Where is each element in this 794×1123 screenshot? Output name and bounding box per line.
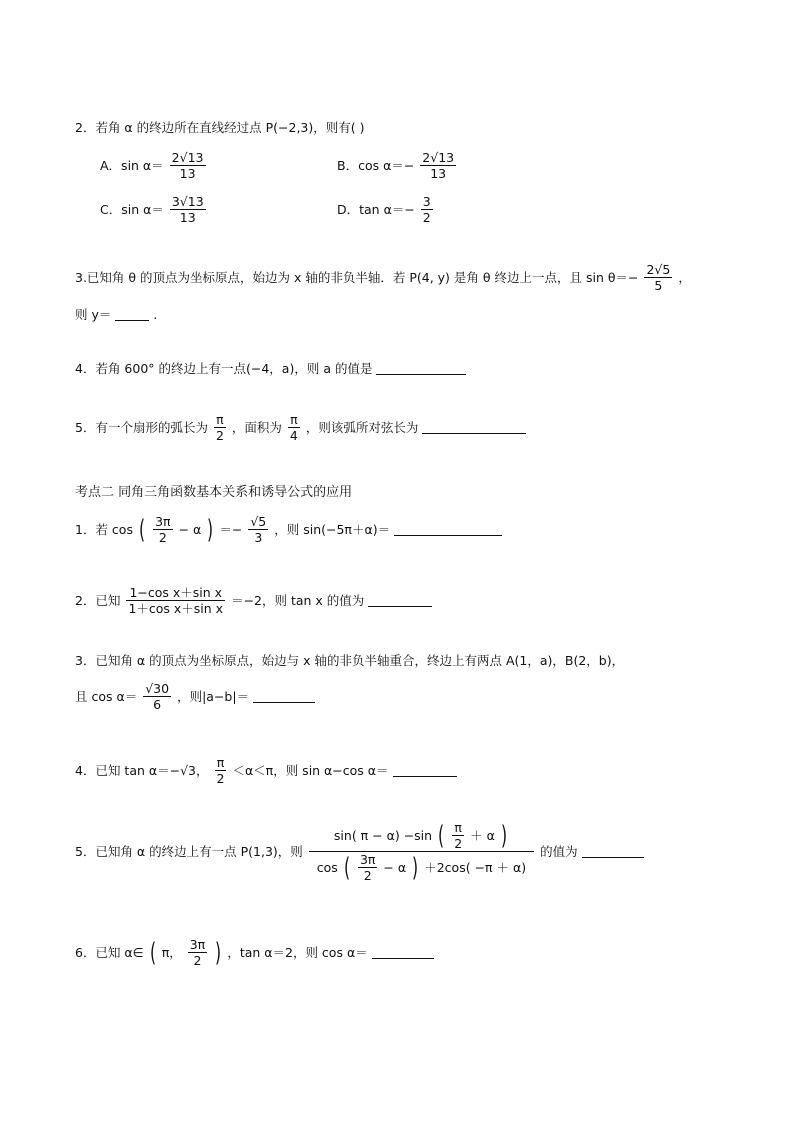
answer-blank[interactable] [376,362,466,375]
q2-option-b: B．cos α＝− $\frac{2√13}{13}$ [337,150,455,181]
q3-stem: 3.已知角 θ 的顶点为坐标原点，始边为 x 轴的非负半轴．若 P(4, y) 是角 θ 终边上一点，且 sin θ＝− $\frac{2√5}{5}$ ， [75,262,691,293]
s2-q5: 5．已知角 α 的终边上有一点 P(1,3)，则 sin( π − α) −sin ( $\frac{\pi}{2}$ ＋ α ) cos ( $\frac{3\pi}{2}$ − α ) ＋2cos( −π ＋ α) 的值为 [75,820,644,883]
section-heading: 考点二 同角三角函数基本关系和诱导公式的应用 [75,485,353,500]
s2-q1: 1．若 cos ( $\frac{3\pi}{2}$ − α ) ＝− $\frac{√5}{3}$ ，则 sin(−5π＋α)＝ [75,514,502,545]
s2-q4: 4．已知 tan α＝−√3， $\frac{\pi}{2}$ ＜α＜π，则 sin α−cos α＝ [75,755,457,786]
s2-q5-fraction: sin( π − α) −sin ( $\frac{\pi}{2}$ ＋ α ) cos ( $\frac{3\pi}{2}$ − α ) ＋2cos( −π ＋ α) [309,820,534,883]
s2-q6: 6．已知 α∈ ( π， $\frac{3\pi}{2}$ ) ，tan α＝2，则 cos α＝ [75,937,434,968]
answer-blank[interactable] [582,845,644,858]
answer-blank[interactable] [368,594,432,607]
answer-blank[interactable] [115,308,149,321]
q4: 4．若角 600° 的终边上有一点(−4，a)，则 a 的值是 [75,360,466,377]
q2-option-c: C．sin α＝ $\frac{3√13}{13}$ [100,194,204,225]
q5: 5．有一个扇形的弧长为 $\frac{\pi}{2}$ ，面积为 $\frac{\pi}{4}$ ，则该弧所对弦长为 [75,412,526,443]
q2-option-a: A．sin α＝ $\frac{2√13}{13}$ [100,150,204,181]
s2-q3-line2: 且 cos α＝ $\frac{√30}{6}$ ，则|a−b|＝ [75,681,315,712]
s2-q3-line1: 3．已知角 α 的顶点为坐标原点，始边与 x 轴的非负半轴重合，终边上有两点 A(1，a)，B(2，b)， [75,653,625,668]
q2-stem: 2．若角 α 的终边所在直线经过点 P(−2,3)，则有( ) [75,120,365,135]
q3-line2: 则 y＝ . [75,306,158,322]
answer-blank[interactable] [422,421,526,434]
answer-blank[interactable] [394,523,502,536]
s2-q2: 2．已知 $\frac{\text{1−cos x＋sin x}}{\text{1＋cos x＋sin x}}$ ＝−2，则 tan x 的值为 [75,585,432,616]
answer-blank[interactable] [393,764,457,777]
answer-blank[interactable] [253,690,315,703]
answer-blank[interactable] [372,946,434,959]
q2-option-d: D．tan α＝− $\frac{3}{2}$ [337,194,431,225]
